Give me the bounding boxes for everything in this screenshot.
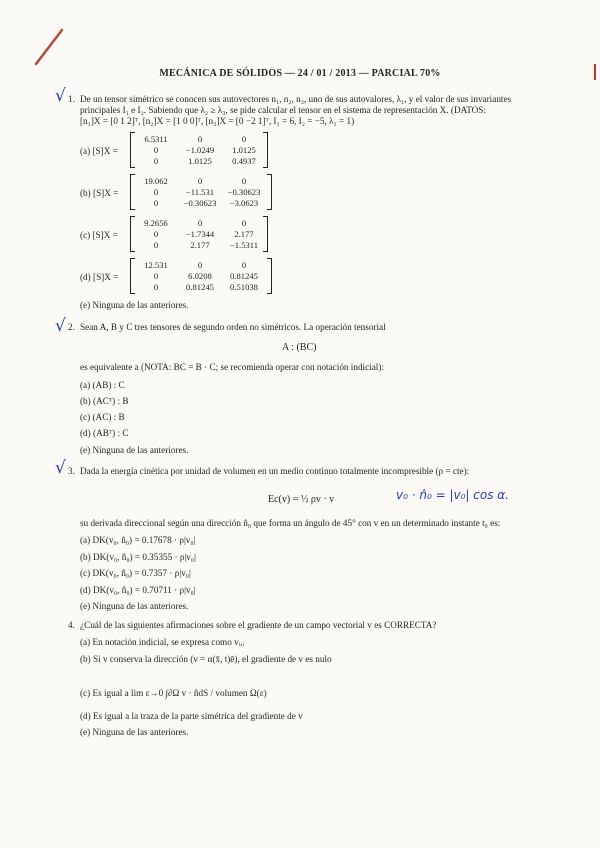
q4-text: ¿Cuál de las siguientes afirmaciones sobre el gradiente de un campo vectorial v es CORRECTA? [80,620,437,630]
q3-option-c: (c) DK(v₀, n̂₀) = 0.7357 · ρ|v₀| [80,568,191,578]
q2-option-e: (e) Ninguna de las anteriores. [80,445,189,455]
q3-formula: Ec(v) = ½ ρv · v [268,494,335,505]
q3-option-d: (d) DK(v₀, n̂₀) = 0.70711 · ρ|v₀| [80,585,196,595]
q3-handwritten-note: v₀ · n̂₀ = |v₀| cos α. [396,488,509,502]
q1-number: 1. [68,94,75,104]
q2-option-d: (d) (ABᵀ) : C [80,428,129,438]
q3-text2: su derivada direccional según una dirección n̂₀ que forma un ángulo de 45° con v en un determinado instante t₀ es: [80,518,501,528]
q2-option-c: (c) (AC) : B [80,412,125,422]
q3-number: 3. [68,466,75,476]
q1-option-b-label: (b) [S]X = [80,188,119,198]
q3-option-e: (e) Ninguna de las anteriores. [80,601,189,611]
check-mark-q2: √ [55,316,66,336]
q1-option-d-matrix: 12.531 0 0 0 6.0208 0.81245 0 0.81245 0.51038 [130,258,272,294]
q3-text: Dada la energía cinética por unidad de volumen en un medio continuo totalmente incompresible (ρ = cte): [80,466,470,476]
q2-text2: es equivalente a (NOTA: BC = B · C; se recomienda operar con notación indicial): [80,362,384,372]
q1-text-line2: principales I₁ e I₂. Sabiendo que λ₂ ≥ λ₃, se pide calcular el tensor en el sistema de representación X. (DATOS: [80,105,486,115]
q2-option-a: (a) (AB) : C [80,380,125,390]
q4-option-b: (b) Si v conserva la dirección (v = α(x̄, t)ē), el gradiente de v es nulo [80,654,332,664]
q3-option-a: (a) DK(v₀, n̂₀) = 0.17678 · ρ|v₀| [80,535,196,545]
q1-option-a-label: (a) [S]X = [80,146,118,156]
q4-number: 4. [68,620,75,630]
q4-option-c: (c) Es igual a lim ε→0 ∫∂Ω v · n̂dS / volumen Ω(ε) [80,688,267,698]
q2-text: Sean A, B y C tres tensores de segundo orden no simétricos. La operación tensorial [80,322,386,332]
q2-number: 2. [68,322,75,332]
q3-option-b: (b) DK(v₀, n̂₀) = 0.35355 · ρ|v₀| [80,552,196,562]
exam-header: MECÁNICA DE SÓLIDOS — 24 / 01 / 2013 — PARCIAL 70% [159,68,441,79]
q1-option-b-matrix: 19.062 0 0 0 −11.531 −0.30623 0 −0.30623 −3.0623 [130,174,272,210]
q2-option-b: (b) (ACᵀ) : B [80,396,129,406]
pen-stroke-mark [30,26,66,68]
q1-option-c-matrix: 9.2656 0 0 0 −1.7344 2.177 0 2.177 −1.5311 [130,216,268,252]
q4-option-e: (e) Ninguna de las anteriores. [80,727,189,737]
q4-option-a: (a) En notación indicial, se expresa como vᵢ,ᵢ [80,637,244,647]
q1-text-line3: [n₁]X = [0 1 2]ᵀ, [n₂]X = [1 0 0]ᵀ, [n₃]X = [0 −2 1]ᵀ, I₁ = 6, I₂ = −5, λ₁ = 1) [80,116,355,126]
check-mark-q3: √ [55,458,66,478]
q1-option-d-label: (d) [S]X = [80,272,119,282]
check-mark-q1: √ [55,86,66,106]
q2-formula: A : (BC) [282,342,317,353]
q1-option-e: (e) Ninguna de las anteriores. [80,300,189,310]
scan-edge-mark [594,64,596,80]
q4-option-d: (d) Es igual a la traza de la parte simétrica del gradiente de v [80,711,303,721]
q1-text-line1: De un tensor simétrico se conocen sus autovectores n₁, n₂, n₃, uno de sus autovalores, λ₁, y el valor de sus invariantes [80,94,512,104]
q1-option-c-label: (c) [S]X = [80,230,118,240]
q1-option-a-matrix: 6.5311 0 0 0 −1.0249 1.0125 0 1.0125 0.4937 [130,132,268,168]
